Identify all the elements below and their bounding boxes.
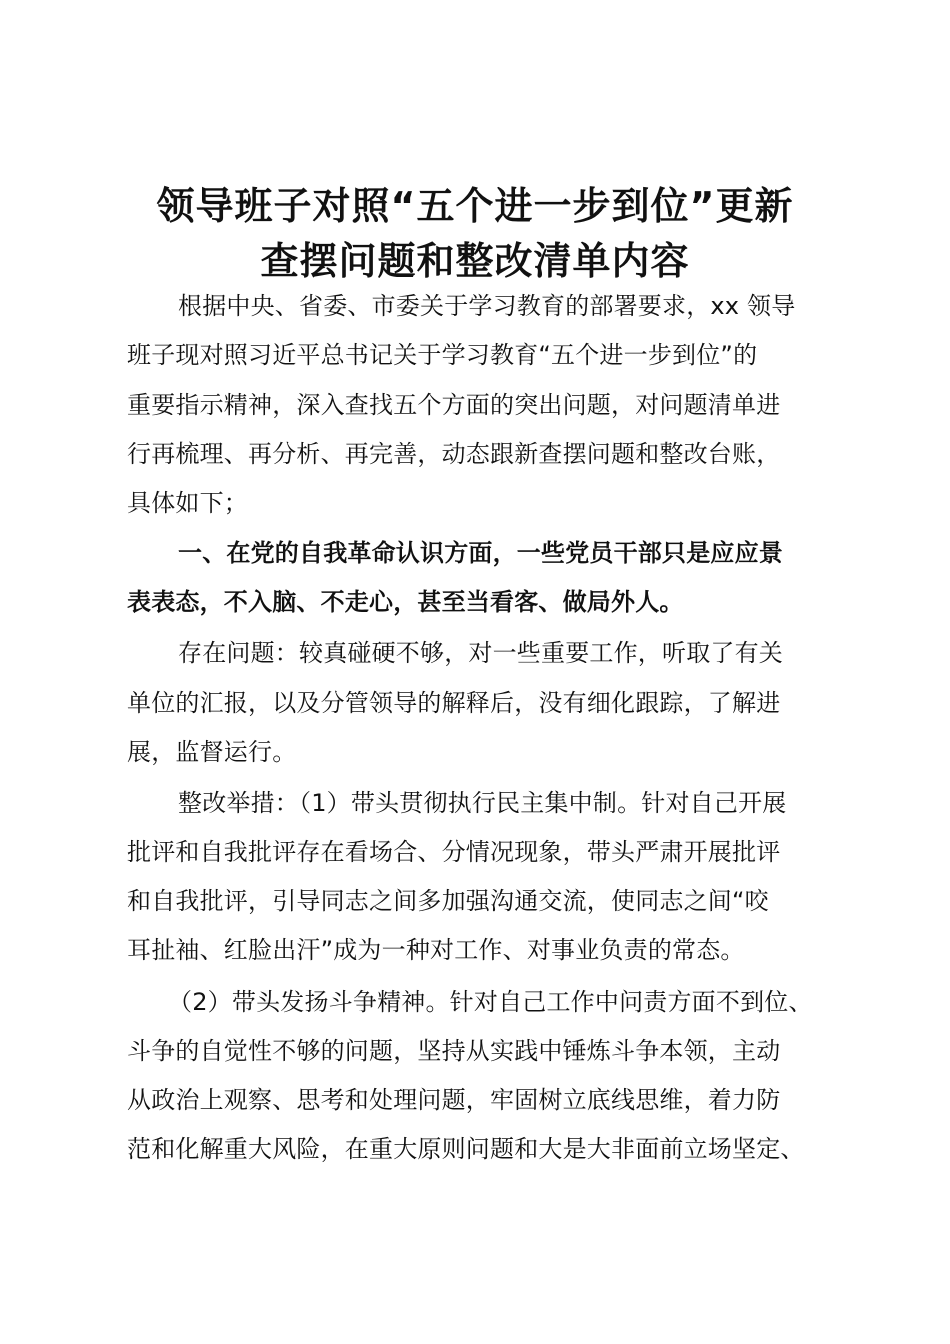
- document-title-line-1: 领导班子对照“五个进一步到位”更新: [156, 184, 794, 228]
- section-heading-line: 表表态，不入脑、不走心，甚至当看客、做局外人。: [127, 588, 684, 616]
- paragraph-line: 存在问题：较真碰硬不够，对一些重要工作，听取了有关: [178, 639, 783, 667]
- paragraph-line: 耳扯袖、红脸出汗”成为一种对工作、对事业负责的常态。: [127, 936, 745, 964]
- paragraph-line: 单位的汇报，以及分管领导的解释后，没有细化跟踪，了解进: [127, 689, 781, 717]
- paragraph-line: 批评和自我批评存在看场合、分情况现象，带头严肃开展批评: [127, 838, 781, 866]
- paragraph-line: 展，监督运行。: [127, 738, 297, 766]
- paragraph-line: 重要指示精神，深入查找五个方面的突出问题，对问题清单进: [127, 391, 781, 419]
- paragraph-line: 范和化解重大风险，在重大原则问题和大是大非面前立场坚定、: [127, 1135, 805, 1163]
- paragraph-line: 班子现对照习近平总书记关于学习教育“五个进一步到位”的: [127, 341, 758, 369]
- paragraph-line: 从政治上观察、思考和处理问题，牢固树立底线思维，着力防: [127, 1086, 781, 1114]
- paragraph-line: 行再梳理、再分析、再完善，动态跟新查摆问题和整改台账，: [127, 440, 781, 468]
- paragraph-line: 具体如下；: [127, 489, 248, 517]
- paragraph-line: 斗争的自觉性不够的问题，坚持从实践中锤炼斗争本领，主动: [127, 1037, 781, 1065]
- paragraph-line: （2）带头发扬斗争精神。针对自己工作中问责方面不到位、: [168, 988, 813, 1016]
- document-title-line-2: 查摆问题和整改清单内容: [260, 239, 690, 283]
- paragraph-line: 整改举措：（1）带头贯彻执行民主集中制。针对自己开展: [178, 789, 787, 817]
- paragraph-line: 根据中央、省委、市委关于学习教育的部署要求，xx 领导: [178, 292, 796, 320]
- section-heading-line: 一、在党的自我革命认识方面，一些党员干部只是应应景: [178, 539, 783, 567]
- paragraph-line: 和自我批评，引导同志之间多加强沟通交流，使同志之间“咬: [127, 887, 769, 915]
